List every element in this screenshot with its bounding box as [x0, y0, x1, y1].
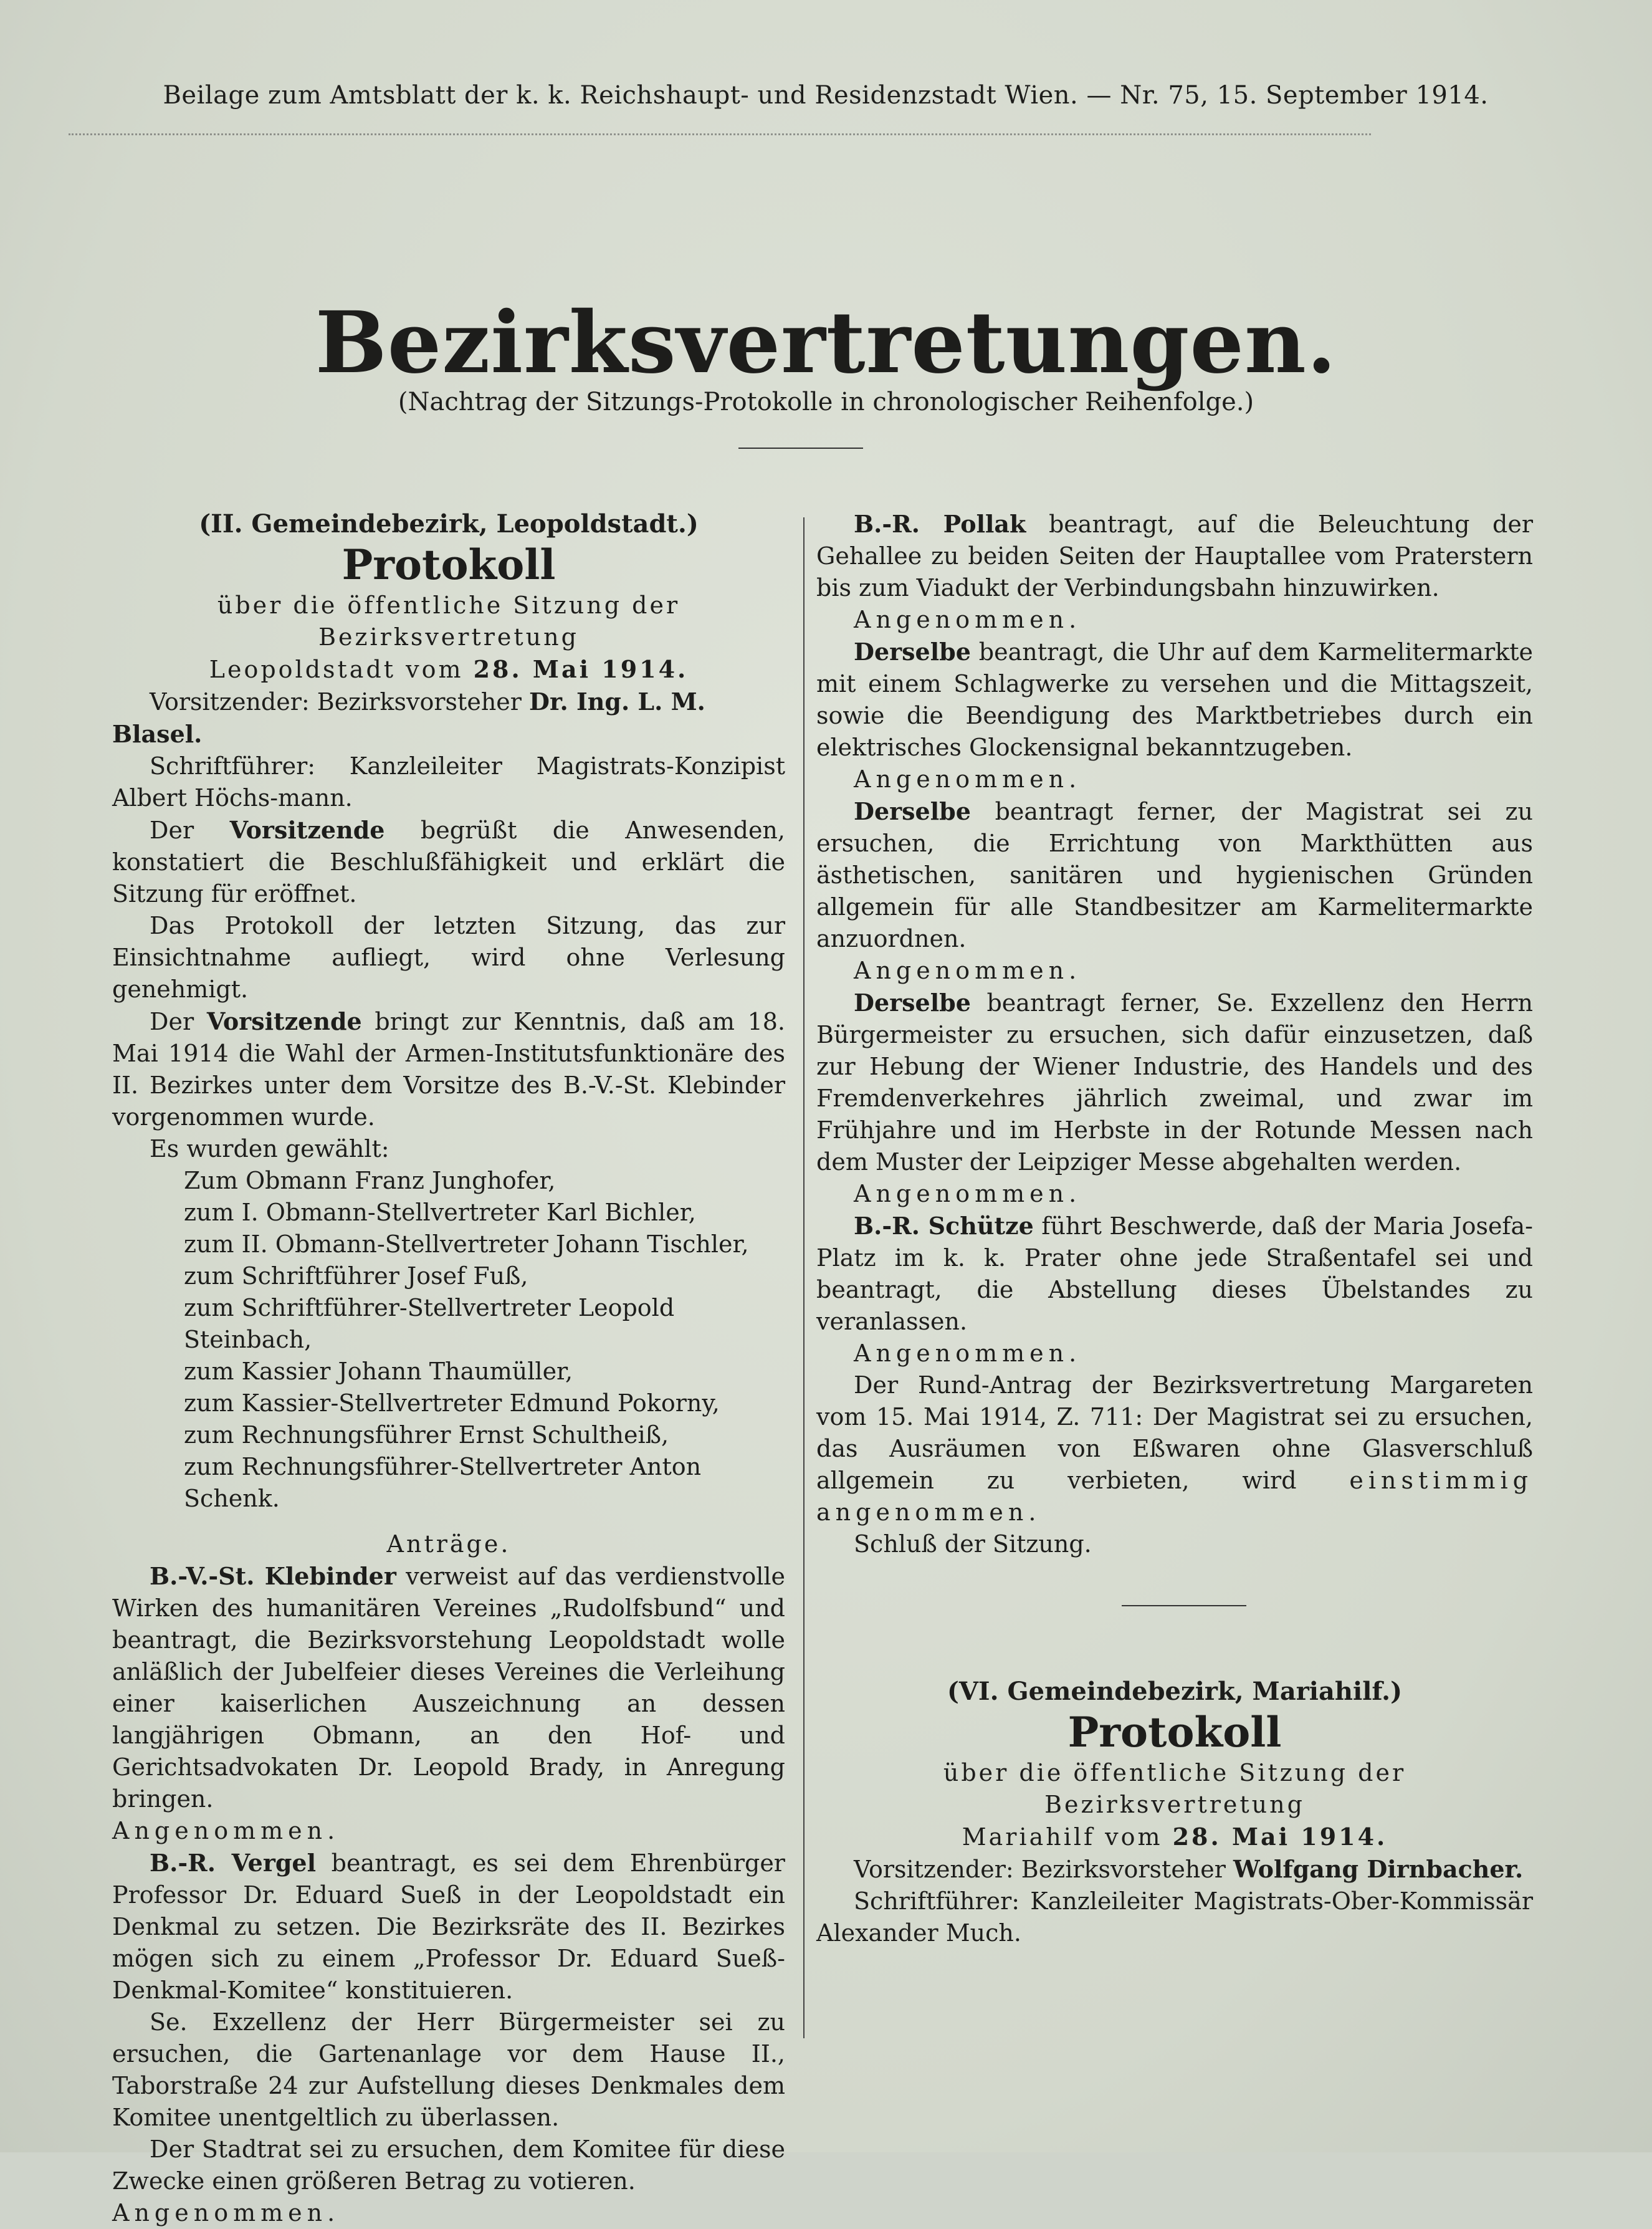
protocol-date-line	[112, 653, 785, 686]
elected-intro: Es wurden gewählt:	[150, 1135, 389, 1162]
text: begrüßt die Anwesenden, konstatiert die Beschlußfähigkeit und erklärt die Sitzung für eröffnet.	[112, 817, 785, 908]
motion-paragraph: Se. Exzellenz der Herr Bürgermeister sei zu ersuchen, die Gartenanlage vor dem Hause II., Taborstraße 24 zur Aufstellung dieses Denkmales dem Komitee unentgeltlich zu überlassen.	[112, 2008, 785, 2131]
result-accepted: Angenommen.	[854, 606, 1082, 633]
motion-paragraph	[816, 636, 1533, 764]
motion-speaker: B.-V.-St. Klebinder	[150, 1562, 396, 1590]
motion-speaker: Derselbe	[854, 989, 971, 1017]
protocol-line: über die öffentliche Sitzung der Bezirksvertretung	[943, 1759, 1406, 1818]
motion-paragraph	[112, 1560, 785, 1815]
secretary-line: Schriftführer: Kanzleileiter Magistrats-Konzipist Albert Höchs-mann.	[112, 752, 785, 812]
elected-entry: zum Rechnungsführer Ernst Schultheiß,	[184, 1421, 669, 1449]
chair-name: Wolfgang Dirnbacher.	[1233, 1855, 1524, 1883]
district-heading: (II. Gemeindebezirk, Leopoldstadt.)	[199, 509, 699, 539]
motion-speaker: B.-R. Vergel	[150, 1849, 317, 1877]
section-divider-wrap	[816, 1560, 1533, 1616]
circular-motion-paragraph	[816, 1369, 1533, 1528]
elected-entry: Zum Obmann Franz Junghofer,	[184, 1167, 556, 1194]
elected-list	[112, 1165, 785, 1515]
chair-line	[816, 1853, 1533, 1886]
motions-heading: Anträge.	[386, 1530, 511, 1558]
text: Der	[150, 1008, 207, 1035]
motion-paragraph: Der Stadtrat sei zu ersuchen, dem Komitee für diese Zwecke einen größeren Betrag zu votieren.	[112, 2136, 785, 2195]
left-column	[112, 508, 785, 2229]
protocol-date: 28. Mai 1914.	[473, 655, 689, 683]
paragraph-minutes: Das Protokoll der letzten Sitzung, das zur Einsichtnahme aufliegt, wird ohne Verlesung genehmigt.	[112, 912, 785, 1003]
protocol-title: Protokoll	[341, 540, 556, 589]
text: beantragt ferner, Se. Exzellenz den Herrn Bürgermeister zu ersuchen, sich dafür einzusetzen, daß zur Hebung der Wiener Industrie, des Handels und des Fremdenverkehres jährlich zweimal, und zwar im Frühjahre und im Herbste in der Rotunde Messen nach dem Muster der Leipziger Messe abgehalten werden.	[816, 989, 1533, 1176]
motion-paragraph	[816, 795, 1533, 955]
paragraph-election	[112, 1005, 785, 1133]
closing-line: Schluß der Sitzung.	[854, 1530, 1092, 1558]
motion-speaker: Derselbe	[854, 797, 971, 825]
header-divider	[69, 125, 1371, 135]
chair-name: Dr. Ing. L. M. Blasel.	[112, 688, 705, 748]
title-divider	[738, 448, 863, 449]
result-unanimous: einstimmig angenommen.	[816, 1467, 1533, 1526]
result-accepted: Angenommen.	[854, 1340, 1082, 1367]
motion-speaker: B.-R. Schütze	[854, 1212, 1034, 1240]
protocol-title: Protokoll	[1067, 1708, 1282, 1757]
motion-speaker: B.-R. Pollak	[854, 510, 1026, 538]
elected-entry: zum Kassier Johann Thaumüller,	[184, 1358, 573, 1385]
result-accepted: Angenommen.	[112, 2199, 340, 2227]
section-divider	[1122, 1605, 1246, 1606]
text: bringt zur Kenntnis, daß am 18. Mai 1914 die Wahl der Armen-Institutsfunktionäre des II. Bezirkes unter dem Vorsitze des B.-V.-St. Klebinder vorgenommen wurde.	[112, 1008, 785, 1131]
text: führt Beschwerde, daß der Maria Josefa-Platz im k. k. Prater ohne jede Straßentafel sei und beantragt, die Abstellung dieses Übelstandes zu veranlassen.	[816, 1212, 1533, 1335]
protocol-date-line	[816, 1821, 1533, 1853]
text: beantragt ferner, der Magistrat sei zu ersuchen, die Errichtung von Markthütten aus ästhetischen, sanitären und hygienischen Gründen allgemein für alle Standbesitzer am Karmelitermarkte anzuordnen.	[816, 798, 1533, 952]
chair-line	[112, 686, 785, 750]
text: beantragt, auf die Beleuchtung der Gehallee zu beiden Seiten der Hauptallee vom Praterstern bis zum Viadukt der Verbindungsbahn hinzuwirken.	[816, 511, 1533, 602]
district-heading: (VI. Gemeindebezirk, Mariahilf.)	[947, 1677, 1403, 1706]
page-header: Beilage zum Amtsblatt der k. k. Reichshaupt- und Residenzstadt Wien. — Nr. 75, 15. September 1914.	[163, 81, 1489, 110]
elected-entry: zum Schriftführer Josef Fuß,	[184, 1262, 528, 1290]
result-accepted: Angenommen.	[854, 1180, 1082, 1207]
speaker: Vorsitzende	[206, 1007, 362, 1035]
elected-entry: zum Schriftführer-Stellvertreter Leopold Steinbach,	[184, 1294, 675, 1353]
paragraph-opening	[112, 814, 785, 910]
elected-entry: zum I. Obmann-Stellvertreter Karl Bichler,	[184, 1199, 696, 1226]
speaker: Vorsitzende	[229, 816, 385, 844]
motion-paragraph	[816, 1210, 1533, 1338]
protocol-place: Leopoldstadt vom	[209, 656, 474, 683]
text: beantragt, die Uhr auf dem Karmelitermarkte mit einem Schlagwerke zu versehen und die Mittagszeit, sowie die Beendigung des Marktbetriebes durch ein elektrisches Glockensignal bekanntzugeben.	[816, 638, 1533, 761]
page-subtitle: (Nachtrag der Sitzungs-Protokolle in chronologischer Reihenfolge.)	[398, 388, 1254, 416]
text: verweist auf das verdienstvolle Wirken des humanitären Vereines „Rudolfsbund“ und beantragt, die Bezirksvorstehung Leopoldstadt wolle anläßlich der Jubelfeier dieses Vereines die Verleihung einer kaiserlichen Auszeichnung an dessen langjährigen Obmann, an den Hof- und Gerichtsadvokaten Dr. Leopold Brady, in Anregung bringen.	[112, 1563, 785, 1813]
result-accepted: Angenommen.	[854, 765, 1082, 793]
motion-paragraph	[816, 987, 1533, 1178]
motion-paragraph	[112, 1847, 785, 2006]
protocol-line: über die öffentliche Sitzung der Bezirksvertretung	[217, 592, 680, 651]
result-accepted: Angenommen.	[112, 1817, 340, 1844]
elected-entry: zum Rechnungsführer-Stellvertreter Anton Schenk.	[184, 1453, 702, 1512]
chair-label: Vorsitzender: Bezirksvorsteher	[150, 688, 530, 716]
motion-speaker: Derselbe	[854, 638, 971, 666]
chair-label: Vorsitzender: Bezirksvorsteher	[854, 1856, 1234, 1883]
elected-entry: zum Kassier-Stellvertreter Edmund Pokorny,	[184, 1389, 720, 1417]
column-divider	[803, 517, 805, 2038]
result-accepted: Angenommen.	[854, 957, 1082, 984]
text: Der	[150, 817, 230, 844]
right-column	[816, 508, 1533, 1949]
motion-paragraph	[816, 508, 1533, 604]
text: Der Rund-Antrag der Bezirksvertretung Margareten vom 15. Mai 1914, Z. 711: Der Magistrat sei zu ersuchen, das Ausräumen von Eßwaren ohne Glasverschluß allgemein zu verbieten, wird	[816, 1371, 1533, 1494]
secretary-line: Schriftführer: Kanzleileiter Magistrats-Ober-Kommissär Alexander Much.	[816, 1887, 1533, 1947]
elected-entry: zum II. Obmann-Stellvertreter Johann Tischler,	[184, 1230, 749, 1258]
page-title: Bezirksvertretungen.	[315, 293, 1337, 393]
text: beantragt, es sei dem Ehrenbürger Professor Dr. Eduard Sueß in der Leopoldstadt ein Denkmal zu setzen. Die Bezirksräte des II. Bezirkes mögen sich zu einem „Professor Dr. Eduard Sueß-Denkmal-Komitee“ konstituieren.	[112, 1849, 785, 2004]
protocol-date: 28. Mai 1914.	[1172, 1823, 1388, 1851]
protocol-place: Mariahilf vom	[962, 1823, 1173, 1851]
